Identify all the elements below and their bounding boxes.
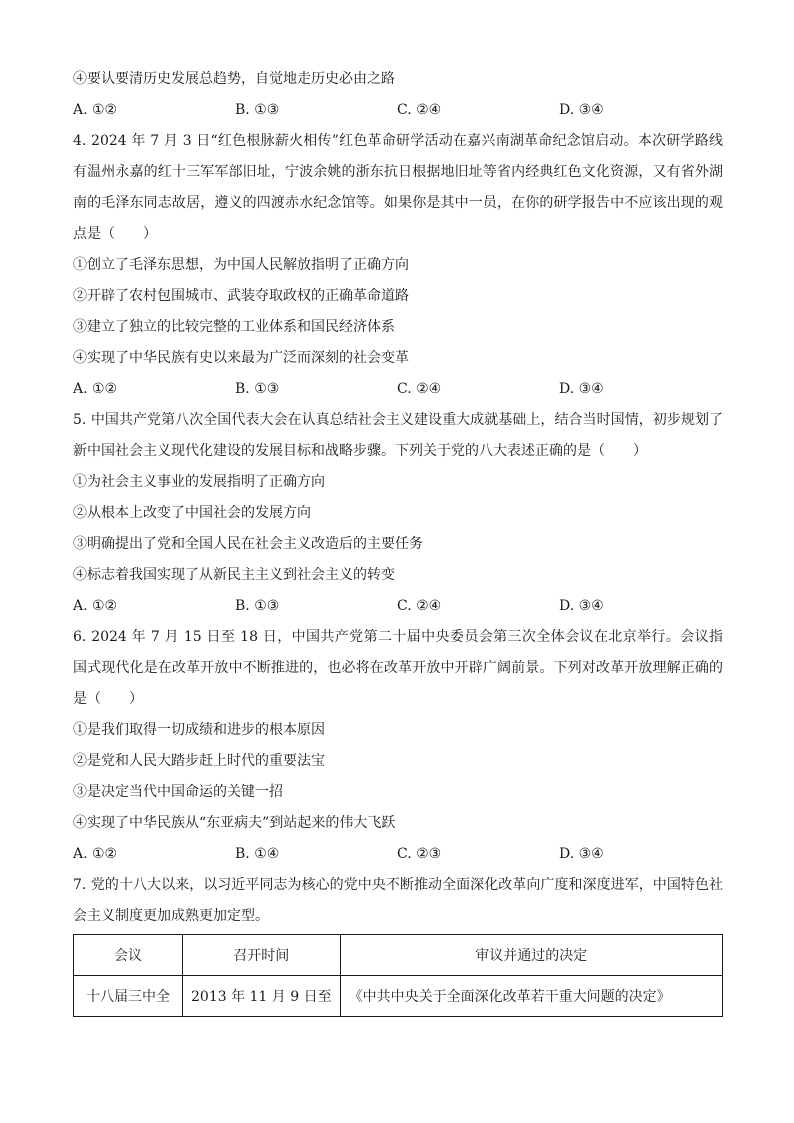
table-cell-date: 2013 年 11 月 9 日至	[183, 976, 341, 1017]
q4-statement-4: ④实现了中华民族有史以来最为广泛而深刻的社会变革	[73, 350, 409, 366]
q4-stem-line: 4. 2024 年 7 月 3 日“红色根脉薪火相传”红色革命研学活动在嘉兴南湖革命纪念馆启动。本次研学路线	[73, 133, 723, 149]
q4-options	[73, 374, 723, 405]
q5-statement-3: ③明确提出了党和全国人民在社会主义改造后的主要任务	[73, 536, 423, 552]
q6-stem-line: 国式现代化是在改革开放中不断推进的，也必将在改革开放中开辟广阔前景。下列对改革开放理解正确的	[73, 660, 723, 676]
q4-option-b[interactable]: B. ①③	[235, 381, 280, 397]
q5-stem	[73, 405, 723, 467]
q4-statement-3: ③建立了独立的比较完整的工业体系和国民经济体系	[73, 319, 395, 335]
q6-stem-line: 6. 2024 年 7 月 15 日至 18 日，中国共产党第二十届中央委员会第三次全体会议在北京举行。会议指	[73, 629, 723, 645]
q5-stem-line: 新中国社会主义现代化建设的发展目标和战略步骤。下列关于党的八大表述正确的是（ ）	[73, 443, 647, 459]
q4-statement-1: ①创立了毛泽东思想，为中国人民解放指明了正确方向	[73, 257, 409, 273]
q5-statement-1: ①为社会主义事业的发展指明了正确方向	[73, 474, 325, 490]
q4-stem-line: 有温州永嘉的红十三军军部旧址，宁波余姚的浙东抗日根据地旧址等省内经典红色文化资源，又有省外湖	[73, 164, 723, 180]
q7-stem-line: 7. 党的十八大以来，以习近平同志为核心的党中央不断推动全面深化改革向广度和深度进军，中国特色社	[73, 877, 723, 893]
q5-options	[73, 591, 723, 622]
reform-decisions-table	[73, 934, 723, 1017]
q5-option-b[interactable]: B. ①③	[235, 598, 280, 614]
q4-stem-line: 南的毛泽东同志故居，遵义的四渡赤水纪念馆等。如果你是其中一员，在你的研学报告中不应该出现的观	[73, 195, 723, 211]
table-cell-decision: 《中共中央关于全面深化改革若干重大问题的决定》	[340, 976, 722, 1017]
q3-options	[73, 95, 723, 126]
q4-stem-line: 点是（ ）	[73, 226, 157, 242]
q6-statement-2: ②是党和人民大踏步赶上时代的重要法宝	[73, 753, 325, 769]
page-content	[73, 64, 723, 1017]
q4-option-a[interactable]: A. ①②	[73, 381, 118, 397]
q6-statement-3: ③是决定当代中国命运的关键一招	[73, 784, 283, 800]
q6-statement-1: ①是我们取得一切成绩和进步的根本原因	[73, 722, 325, 738]
q4-stem	[73, 126, 723, 250]
q5-option-d[interactable]: D. ③④	[559, 598, 604, 614]
table-header-date: 召开时间	[183, 935, 341, 976]
table-header-row	[74, 935, 723, 976]
table-row	[74, 976, 723, 1017]
q4-option-d[interactable]: D. ③④	[559, 381, 604, 397]
q6-stem	[73, 622, 723, 715]
q5-statement-4: ④标志着我国实现了从新民主主义到社会主义的转变	[73, 567, 395, 583]
q7-stem	[73, 870, 723, 932]
q6-option-d[interactable]: D. ③④	[559, 846, 604, 862]
table-header-meeting: 会议	[74, 935, 183, 976]
q5-stem-line: 5. 中国共产党第八次全国代表大会在认真总结社会主义建设重大成就基础上，结合当时国情，初步规划了	[73, 412, 723, 428]
q6-stem-line: 是（ ）	[73, 691, 143, 707]
q6-options	[73, 839, 723, 870]
q3-option-a[interactable]: A. ①②	[73, 102, 118, 118]
q3-option-c[interactable]: C. ②④	[397, 102, 442, 118]
q6-option-a[interactable]: A. ①②	[73, 846, 118, 862]
q6-statement-4: ④实现了中华民族从“东亚病夫”到站起来的伟大飞跃	[73, 815, 396, 831]
q3-option-b[interactable]: B. ①③	[235, 102, 280, 118]
q3-option-d[interactable]: D. ③④	[559, 102, 604, 118]
q5-option-a[interactable]: A. ①②	[73, 598, 118, 614]
q6-option-b[interactable]: B. ①④	[235, 846, 280, 862]
q6-option-c[interactable]: C. ②③	[397, 846, 442, 862]
q5-statement-2: ②从根本上改变了中国社会的发展方向	[73, 505, 311, 521]
q4-statement-2: ②开辟了农村包围城市、武装夺取政权的正确革命道路	[73, 288, 409, 304]
q3-statement-4: ④要认要清历史发展总趋势，自觉地走历史必由之路	[73, 71, 395, 87]
q4-option-c[interactable]: C. ②④	[397, 381, 442, 397]
table-header-decision: 审议并通过的决定	[340, 935, 722, 976]
table-cell-meeting: 十八届三中全	[74, 976, 183, 1017]
q5-option-c[interactable]: C. ②④	[397, 598, 442, 614]
q7-stem-line: 会主义制度更加成熟更加定型。	[73, 908, 269, 924]
